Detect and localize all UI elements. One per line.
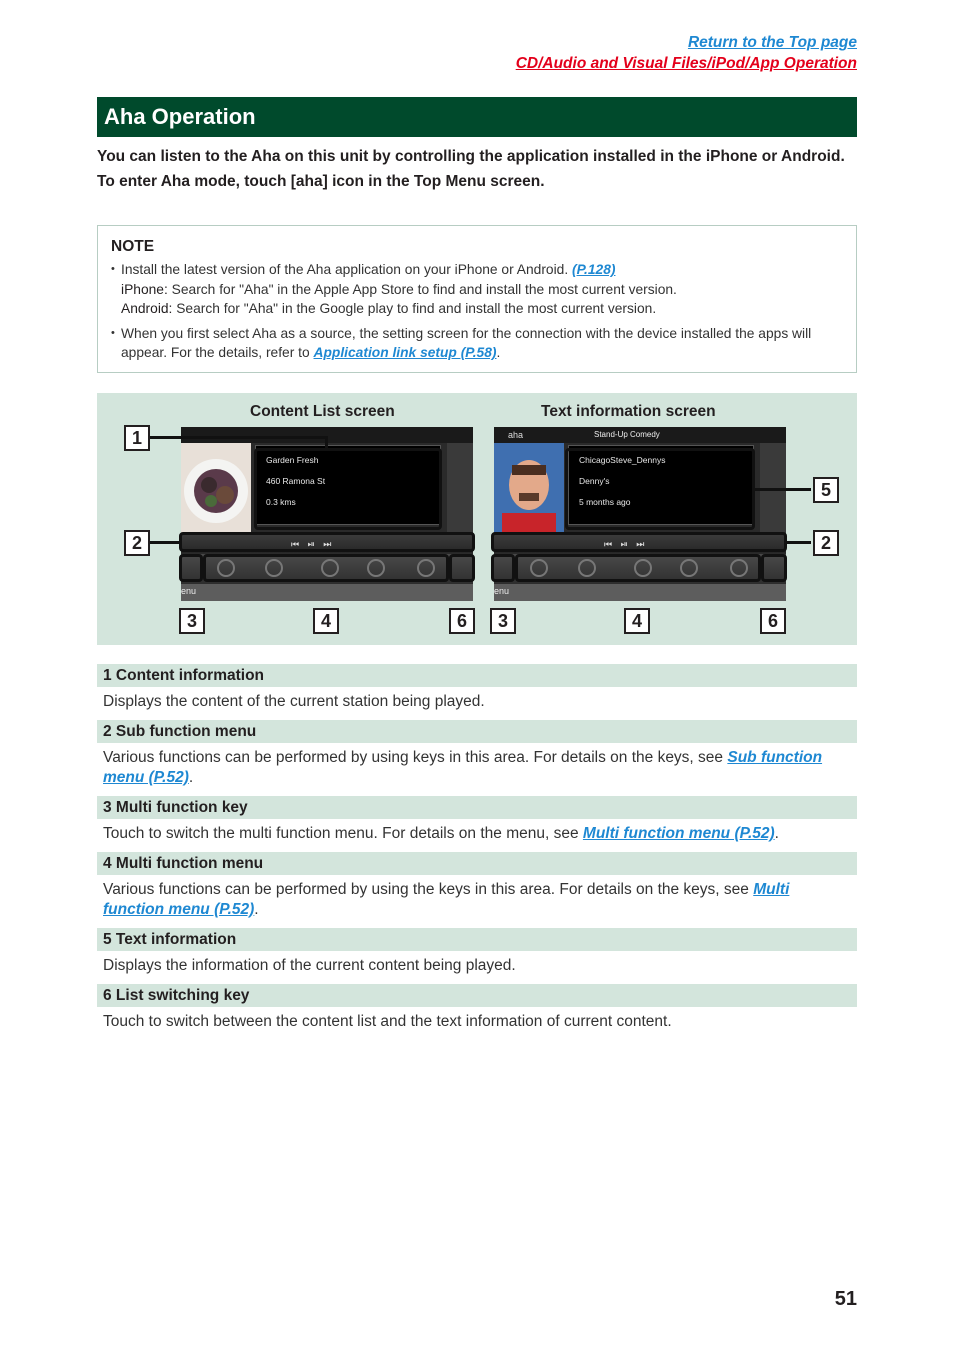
section-2-body — [97, 743, 857, 796]
multi-key-highlight-right — [491, 554, 515, 582]
page-title: Aha Operation — [97, 97, 857, 137]
callout-5: 5 — [813, 477, 839, 503]
section-2-tail: . — [188, 769, 194, 786]
iphone-label: iPhone: — [121, 281, 168, 297]
text-item-3: 5 months ago — [579, 497, 631, 507]
section-5-body — [97, 951, 857, 984]
sub-menu-highlight-right — [491, 532, 787, 552]
list-key-highlight-right — [761, 554, 787, 582]
callout-3-right: 3 — [490, 608, 516, 634]
android-text: Search for "Aha" in the Google play to find and install the most current version. — [176, 301, 657, 316]
callout-4-left: 4 — [313, 608, 339, 634]
food-image — [181, 443, 251, 535]
header-links — [516, 32, 857, 74]
callout-6-right: 6 — [760, 608, 786, 634]
section-4-text: Various functions can be performed by using the keys in this area. For details on the keys, see — [103, 881, 749, 898]
leader-line-2-right — [785, 541, 811, 544]
section-1-body — [97, 687, 857, 720]
multi-key-highlight-left — [179, 554, 203, 582]
callout-1: 1 — [124, 425, 150, 451]
text-info-label: Text information screen — [541, 403, 716, 420]
aha-logo: aha — [508, 430, 524, 440]
section-4-heading: 4 Multi function menu — [97, 852, 857, 875]
section-3-heading: 3 Multi function key — [97, 796, 857, 819]
sub-menu-highlight-left — [179, 532, 475, 552]
intro-line-1: You can listen to the Aha on this unit by controlling the application installed in the iPhone or Android. — [97, 148, 845, 165]
note-item-2-text: When you first select Aha as a source, the setting screen for the connection with the device installed the apps will appear. For the details, refer to — [121, 325, 812, 360]
leader-line-2-left — [150, 541, 180, 544]
menu-label[interactable]: enu — [181, 586, 197, 596]
text-item-1: ChicagoSteve_Dennys — [579, 455, 666, 465]
transport-icons[interactable]: ⏮ ⏯ ⏭ — [604, 539, 648, 549]
callout-6-left: 6 — [449, 608, 475, 634]
content-info-highlight — [254, 448, 442, 530]
callout-3-left: 3 — [179, 608, 205, 634]
section-3-link[interactable]: Multi function menu (P.52) — [582, 825, 775, 842]
callout-2-left: 2 — [124, 530, 150, 556]
multi-menu-highlight-left — [203, 554, 449, 582]
section-link[interactable]: CD/Audio and Visual Files/iPod/App Operation — [515, 55, 857, 72]
section-6-text: Touch to switch between the content list and the text information of current content. — [103, 1013, 672, 1030]
list-key-highlight-left — [449, 554, 475, 582]
section-3-body — [97, 819, 857, 852]
leader-line-5 — [755, 488, 811, 491]
section-4-link[interactable]: Multi function menu (P.52) — [103, 881, 790, 918]
page-number: 51 — [834, 1288, 857, 1310]
section-3-tail: . — [774, 825, 779, 842]
content-item-2[interactable]: 460 Ramona St — [266, 476, 326, 486]
note-item-2-link[interactable]: Application link setup (P.58) — [313, 345, 497, 360]
iphone-text: Search for "Aha" in the Apple App Store to find and install the most current version. — [171, 281, 677, 297]
section-5-heading: 5 Text information — [97, 928, 857, 951]
android-label: Android: — [121, 301, 173, 316]
bottom-bar — [181, 584, 473, 601]
section-4-tail: . — [254, 901, 259, 918]
multi-menu-highlight-right — [515, 554, 761, 582]
bottom-bar — [494, 584, 786, 601]
callout-4-right: 4 — [624, 608, 650, 634]
section-4-body — [97, 875, 857, 928]
artist-image — [494, 443, 564, 535]
section-6-heading: 6 List switching key — [97, 984, 857, 1007]
note-title: NOTE — [111, 238, 155, 255]
note-item-1-link[interactable]: (P.128) — [572, 262, 616, 277]
text-item-2: Denny's — [579, 476, 610, 486]
note-item-2-period: . — [496, 345, 501, 360]
content-item-1[interactable]: Garden Fresh — [266, 455, 319, 465]
station-name: Stand-Up Comedy — [594, 430, 660, 439]
content-list-label: Content List screen — [250, 403, 395, 420]
note-item-1 — [111, 260, 844, 319]
note-item-2 — [111, 324, 844, 363]
callout-2-right: 2 — [813, 530, 839, 556]
section-1-text: Displays the content of the current station being played. — [103, 693, 485, 710]
description-sections — [97, 664, 857, 1040]
status-bar — [494, 427, 786, 443]
section-1-heading: 1 Content information — [97, 664, 857, 687]
section-3-text: Touch to switch the multi function menu. For details on the menu, see — [103, 825, 579, 842]
section-6-body — [97, 1007, 857, 1040]
section-2-link[interactable]: Sub function menu (P.52) — [103, 749, 823, 786]
section-2-heading: 2 Sub function menu — [97, 720, 857, 743]
menu-label[interactable]: enu — [494, 586, 510, 596]
leader-line-1 — [150, 436, 328, 439]
leader-line-1b — [325, 436, 328, 450]
note-item-1-text: Install the latest version of the Aha application on your iPhone or Android. — [121, 262, 569, 277]
intro — [97, 146, 857, 196]
content-item-3[interactable]: 0.3 kms — [266, 497, 296, 507]
return-to-top-link[interactable]: Return to the Top page — [687, 34, 857, 51]
note-list — [111, 260, 844, 363]
note-box — [97, 225, 857, 373]
screen-edge — [447, 443, 473, 535]
intro-line-2: To enter Aha mode, touch [aha] icon in the Top Menu screen. — [97, 173, 545, 190]
transport-icons[interactable]: ⏮ ⏯ ⏭ — [291, 539, 335, 549]
section-2-text: Various functions can be performed by using keys in this area. For details on the keys, see — [103, 749, 724, 766]
screen-figure — [97, 393, 857, 645]
section-5-text: Displays the information of the current content being played. — [103, 957, 516, 974]
text-info-highlight — [565, 448, 755, 530]
